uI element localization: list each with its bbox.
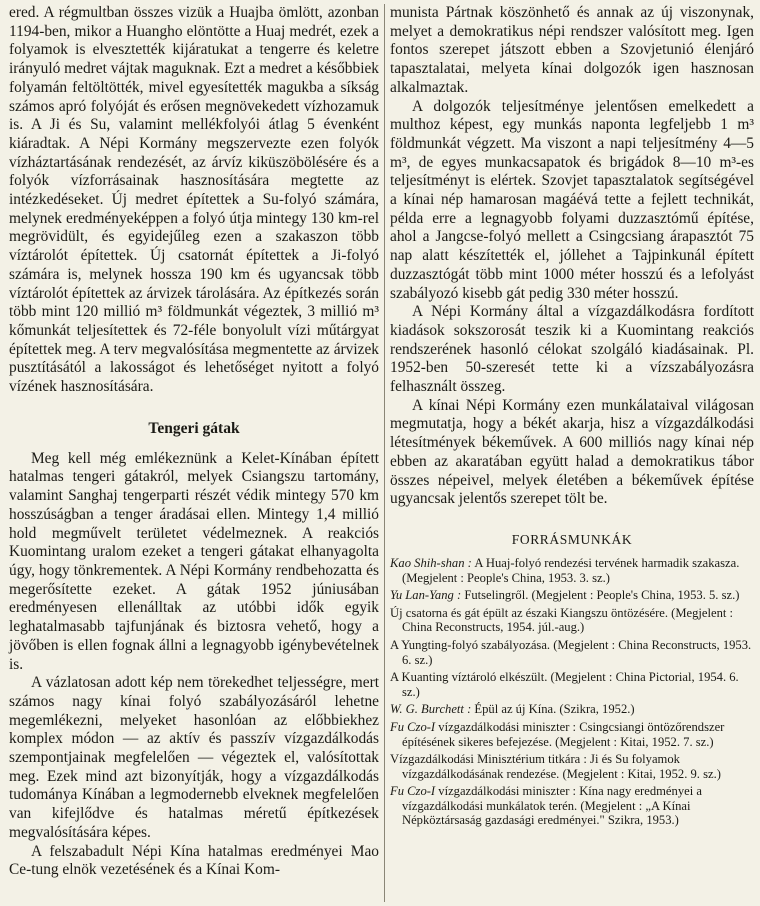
reference-item — [390, 670, 754, 699]
paragraph: A vázlatosan adott kép nem törekedhet teljességre, mert számos nagy kínai folyó szabályozásáról lehetne megemlékezni, melyeket hasonlóan az előbbiekhez komplex módon — az aktív és passzív vízgazdálkodás szempontjainak megfelelően — végeztek el, valósítottak meg. Ezek mind azt bizonyítják, hogy a vízgazdálkodás tudománya Kínában a legmodernebb elveknek megfelelően van kifejlődve és hatalmas méretű építkezések megvalósítására képes. — [9, 674, 379, 841]
reference-text: Új csatorna és gát épült az északi Kiangszu öntözésére. (Megjelent : China Reconstructs, 1954. júl.-aug.) — [390, 605, 734, 635]
paragraph: A Népi Kormány által a vízgazdálkodásra fordított kiadások sokszorosát teszik ki a Kuomintang reakciós rendszerének hasonló célokat szolgáló kiadásainak. Pl. 1952-ben 50-szeresét tette ki a vízszabályozásra felhasznált összeg. — [390, 303, 754, 396]
reference-text: vízgazdálkodási miniszter : Kína nagy eredményei a vízgazdálkodási munkálatok terén. (Megjelent : „A Kínai Népköztársaság gazdasági eredményei." Szikra, 1953.) — [402, 784, 702, 828]
reference-text: Épül az új Kína. (Szikra, 1952.) — [471, 702, 635, 717]
paragraph: Meg kell még emlékeznünk a Kelet-Kínában épített hatalmas tengeri gátakról, melyek Csiangszu tartomány, valamint Sanghaj tengerparti részét védik mintegy 570 km hosszúságban a tenger áradásai ellen. Mintegy 1,4 millió hold megművelt területet védelmeznek. A reakciós Kuomintang uralom ezeket a tengeri gátakat elhanyagolta úgy, hogy tönkrementek. A Népi Kormány rendbehozatta és megerősítette ezeket. A gátak 1952 júniusában eredményesen ellenálltak az utóbbi idők egyik leghatalmasabb tajfunjának és biztosra vehető, hogy a jövőben is ellen fognak állni a legnagyobb igénybevételnek is. — [9, 449, 379, 673]
reference-text: A Yungting-folyó szabályozása. (Megjelent : China Reconstructs, 1953. 6. sz.) — [390, 637, 752, 667]
bibliography-heading: FORRÁSMUNKÁK — [511, 531, 633, 547]
paragraph: A kínai Népi Kormány ezen munkálataival világosan megmutatja, hogy a békét akarja, hisz a vízgazdálkodási létesítmények békeművek. A 600 milliós nagy kínai nép ebben az akaratában együtt halad a demokratikus tábor összes népeivel, melyek életében a békeművek építése ugyancsak jelentős szerepet tölt be. — [390, 396, 754, 508]
reference-item — [390, 720, 754, 749]
reference-item — [390, 588, 754, 603]
paragraph: A dolgozók teljesítménye jelentősen emelkedett a multhoz képest, egy munkás naponta legfeljebb 1 m³ földmunkát végzett. Ma viszont a napi teljesítmény 4—5 m³, de egyes munkacsapatok és brigádok 8—10 m³-es teljesítményt is elértek. Szovjet tapasztalatok segítségével a kínai nép hamarosan magáévá tette a fejlett technikát, példa erre a legnagyobb folyami duzzasztómű építése, ahol a Jangcse-folyó mellett a Csingcsiang árapasztót 75 nap alatt készítették el, jóllehet a Tajpinkunál épített duzzasztógát több mint 1000 méter hosszú és a lefolyást szabályozó kisebb gát pedig 330 méter hosszú. — [390, 97, 754, 302]
reference-item — [390, 752, 754, 781]
reference-item — [390, 638, 754, 667]
paragraph: munista Pártnak köszönhető és annak az új viszonynak, melyet a demokratikus népi rendszer valósított meg. Igen fontos szerepet játszott ebben a Szovjetunió élenjáró tapasztalatai, melyeta kínai dolgozók igen hasznosan alkalmaztak. — [390, 4, 754, 96]
reference-author: Fu Czo-I — [390, 719, 436, 734]
reference-text: Futselingről. (Megjelent : People's China, 1953. 5. sz.) — [461, 588, 740, 603]
reference-item — [390, 556, 754, 585]
left-column — [9, 4, 379, 880]
reference-list — [390, 556, 754, 828]
reference-text: A Huaj-folyó rendezési tervének harmadik szakasza. (Megjelent : People's China, 1953. 3. sz.) — [402, 555, 740, 585]
section-heading: Tengeri gátak — [148, 419, 240, 437]
reference-author: W. G. Burchett : — [390, 702, 472, 717]
column-divider — [384, 4, 385, 902]
reference-text: A Kuanting víztároló elkészült. (Megjelent : China Pictorial, 1954. 6. sz.) — [390, 670, 739, 699]
reference-author: Kao Shih-shan : — [390, 555, 472, 570]
reference-author: Yu Lan-Yang : — [390, 588, 462, 603]
right-column — [390, 4, 754, 831]
paragraph: ered. A régmultban összes vizük a Huajba ömlött, azonban 1194-ben, mikor a Huangho elöntötte a Huaj medrét, ezek a folyamok is elvesztették kijáratukat a tengerre és keletre irányuló medret vájtak maguknak. Ezt a medret a későbbiek folyamán feltöltötték, mivel egyesítették magukba a síkság számos apró folyóját és erősen megnövekedett vízhozamuk is. A Ji és Su, valamint mellékfolyói átlag 5 évenként kiáradtak. A Népi Kormány megszervezte ezen folyók vízháztartásának rendezését, az árvíz kiküszöbölésére és a folyók vízforrásainak hasznosítására megtette az intézkedéseket. Új medret építettek a Su-folyó számára, melynek eredményeképpen a folyó útja mintegy 130 km-rel megrövidült, és egyidejűleg ezen a szakaszon több víztárolót építettek. Új csatornát építettek a Ji-folyó számára is, melynek hossza 190 km és ugyancsak több víztárolót építettek az árvizek tárolására. Az építkezés során több mint 120 millió m³ földmunkát végeztek, 3 millió m³ kőmunkát teljesítettek és 72-féle bonyolult vízi műtárgyat építettek meg. A terv megvalósítása megmentette az árvizek pusztításától a lakosságot és lehetőséget nyitott a folyó vízének hasznosítására. — [9, 4, 379, 396]
reference-text: Vízgazdálkodási Minisztérium titkára : Ji és Su folyamok vízgazdálkodásának rendezése. (Megjelent : Kitai, 1952. 9. sz.) — [390, 752, 721, 781]
reference-author: Fu Czo-I — [390, 784, 436, 799]
reference-text: vízgazdálkodási miniszter : Csingcsiangi öntözőrendszer építésének sikeres befejezése. (Megjelent : Kitai, 1952. 7. sz.) — [402, 719, 725, 749]
reference-item — [390, 784, 754, 828]
reference-item — [390, 702, 754, 717]
paragraph: A felszabadult Népi Kína hatalmas eredményei Mao Ce-tung elnök vezetésének és a Kínai Kom- — [9, 842, 379, 879]
reference-item — [390, 606, 754, 635]
